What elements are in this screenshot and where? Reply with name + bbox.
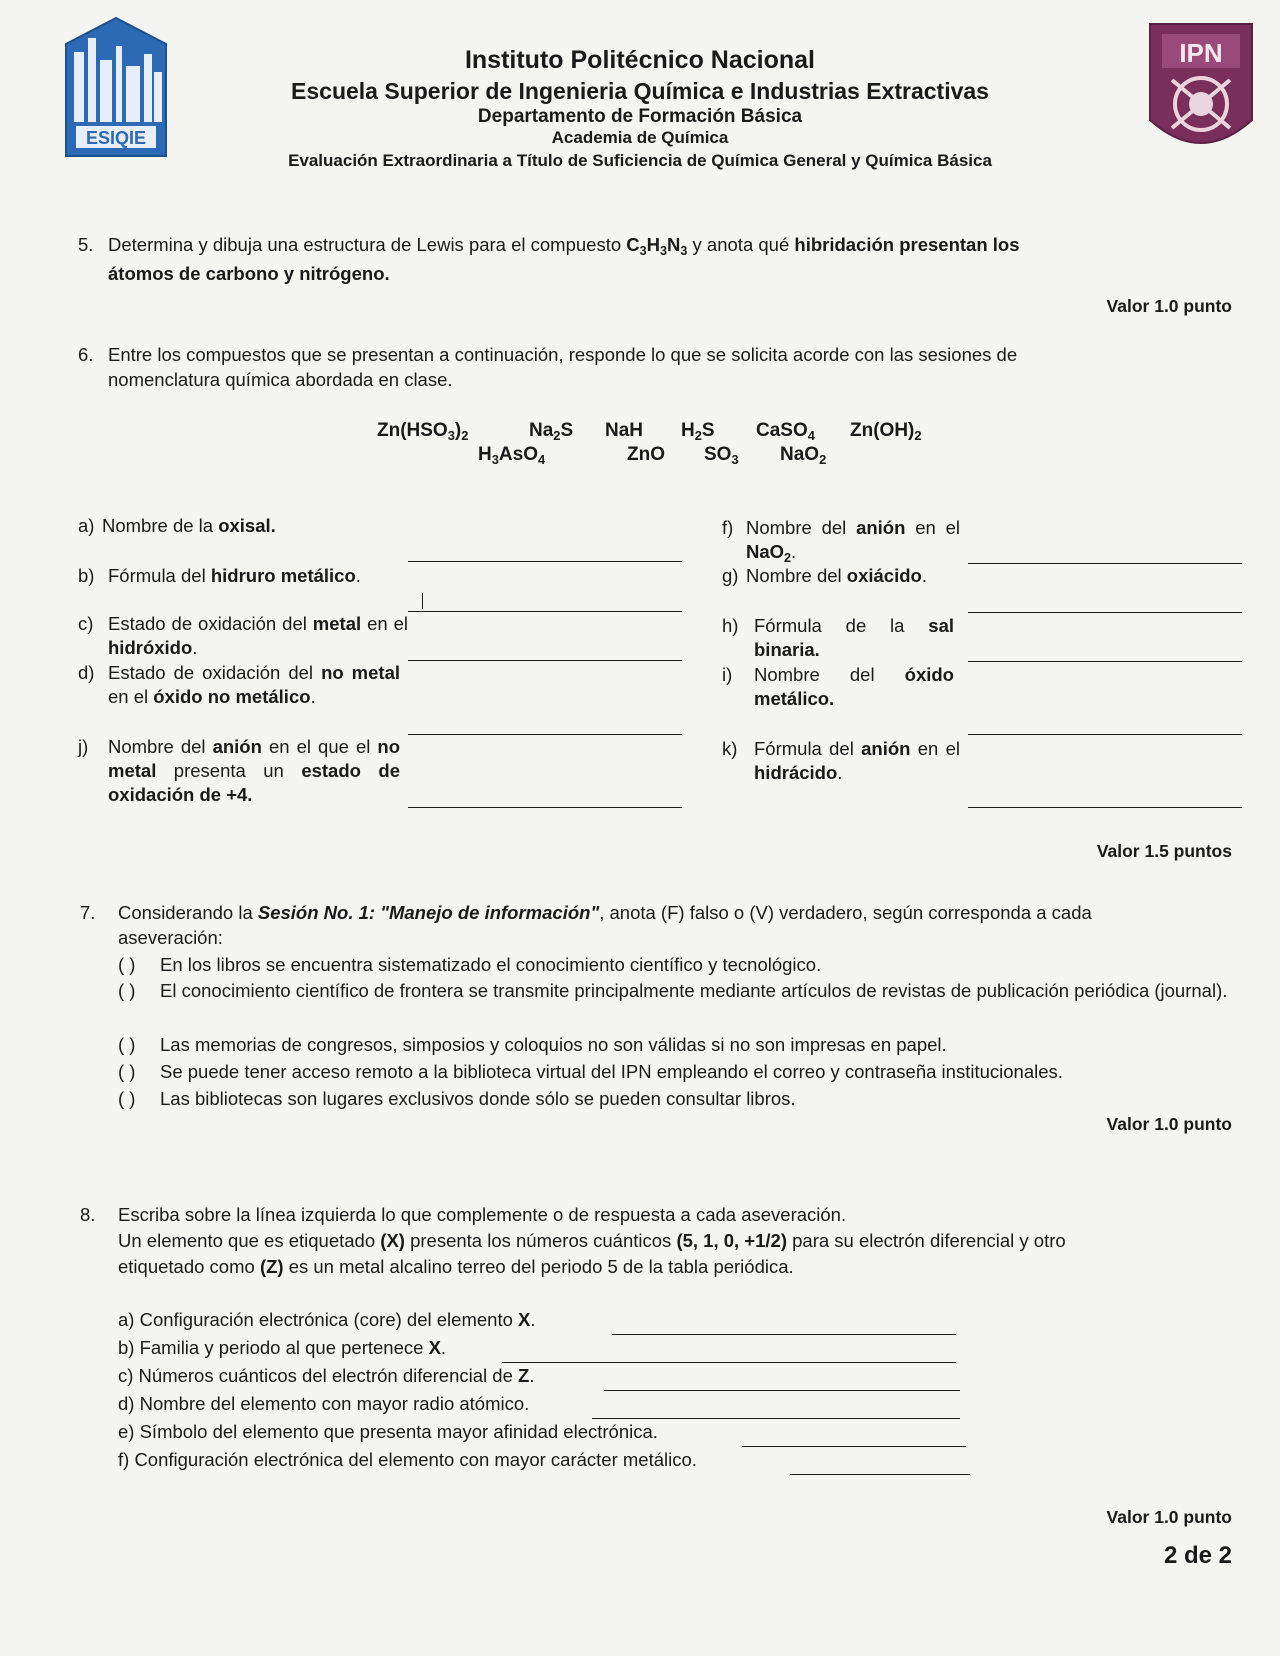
compound-h3aso4: $H_3AsO_4$ — [478, 444, 546, 467]
esiqie-logo — [62, 16, 170, 158]
item-c: c) Estado de oxidación del metal en el hidróxido. — [78, 613, 408, 658]
svg-text:ESIQIE: ESIQIE — [85, 128, 147, 148]
answer-line-g[interactable] — [968, 612, 1242, 613]
tf-statement-3: ( ) Las memorias de congresos, simposios y coloquios no son válidas si no son impresas en papel. — [118, 1032, 1232, 1058]
q8-item-b: b) Familia y periodo al que pertenece X. — [118, 1337, 447, 1358]
item-f: f) Nombre del anión en el NaO$_2$. — [722, 517, 960, 565]
page-number: 2 de 2 — [1163, 1542, 1232, 1569]
item-b: b) Fórmula del hidruro metálico. — [78, 565, 361, 586]
answer-line-c[interactable] — [408, 660, 682, 661]
question-7-number: 7. — [80, 902, 96, 923]
question-6-line-1: Entre los compuestos que se presentan a continuación, responde lo que se solicita acorde con las sesiones de — [108, 344, 1018, 365]
question-5-value: Valor 1.0 punto — [1106, 296, 1232, 316]
question-8-line-2: Un elemento que es etiquetado (X) presenta los números cuánticos (5, 1, 0, +1/2) para su electrón diferencial y otro — [118, 1230, 1066, 1251]
q8-item-a: a) Configuración electrónica (core) del elemento X. — [118, 1309, 536, 1330]
item-a: a) Nombre de la oxisal. — [78, 515, 276, 536]
compound-zn-hso3-2: $Zn(HSO_3)_2$ — [377, 420, 469, 443]
ipn-logo — [1142, 20, 1260, 162]
q8-answer-line-e[interactable] — [742, 1446, 966, 1447]
compound-nao2: NaO$_2$ — [780, 444, 827, 467]
question-5-number: 5. — [78, 234, 94, 255]
q8-answer-line-a[interactable] — [612, 1334, 956, 1335]
q8-answer-line-f[interactable] — [790, 1474, 970, 1475]
compound-na2s: $Na_2S$ — [529, 420, 574, 443]
q8-item-e: e) Símbolo del elemento que presenta mayor afinidad electrónica. — [118, 1421, 658, 1442]
tf-answer-box-1[interactable]: ( ) — [118, 954, 136, 975]
question-8-line-1: Escriba sobre la línea izquierda lo que complemente o de respuesta a cada aseveración. — [118, 1204, 847, 1225]
question-6-line-2: nomenclatura química abordada en clase. — [108, 369, 453, 390]
answer-line-b[interactable] — [408, 611, 682, 612]
question-7-intro-1: Considerando la Sesión No. 1: "Manejo de información", anota (F) falso o (V) verdadero, según corresponda a cada — [118, 902, 1092, 923]
compound-so3: $SO_3$ — [704, 444, 739, 467]
question-8-line-3: etiquetado como (Z) es un metal alcalino terreo del periodo 5 de la tabla periódica. — [118, 1256, 794, 1277]
item-j: j) Nombre del anión en el que el no metal presenta un estado de oxidación de +4. — [78, 736, 400, 805]
item-h: h) Fórmula de la sal binaria. — [722, 615, 954, 660]
item-i: i) Nombre del óxido metálico. — [722, 664, 954, 709]
question-7-intro-2: aseveración: — [118, 927, 223, 948]
item-k: k) Fórmula del anión en el hidrácido. — [722, 738, 960, 783]
answer-line-i[interactable] — [968, 734, 1242, 735]
tf-answer-box-5[interactable]: ( ) — [118, 1088, 136, 1109]
pen-mark — [422, 593, 423, 609]
academy-name: Academia de Química — [551, 128, 729, 147]
answer-line-d[interactable] — [408, 734, 682, 735]
question-6-value: Valor 1.5 puntos — [1096, 841, 1232, 861]
tf-answer-box-4[interactable]: ( ) — [118, 1061, 136, 1082]
compound-caso4: CaSO$_4$ — [756, 420, 815, 443]
compound-nah: NaH — [605, 420, 644, 441]
tf-statement-5: ( ) Las bibliotecas son lugares exclusivos donde sólo se pueden consultar libros. — [118, 1086, 1232, 1112]
tf-statement-4: ( ) Se puede tener acceso remoto a la biblioteca virtual del IPN empleando el correo y contraseña institucionales. — [118, 1059, 1232, 1085]
q8-item-d: d) Nombre del elemento con mayor radio atómico. — [118, 1393, 530, 1414]
compound-h2s: $H_2S$ — [681, 420, 715, 443]
answer-line-j[interactable] — [408, 807, 682, 808]
tf-statement-2: ( ) El conocimiento científico de frontera se transmite principalmente mediante artículos de revistas de publicación periódica (journal). — [118, 978, 1232, 1030]
question-8-number: 8. — [80, 1204, 96, 1225]
institution-name: Instituto Politécnico Nacional — [464, 46, 816, 74]
question-5-line-2: átomos de carbono y nitrógeno. — [108, 263, 390, 284]
item-d: d) Estado de oxidación del no metal en el óxido no metálico. — [78, 662, 400, 707]
q8-answer-line-c[interactable] — [604, 1390, 960, 1391]
tf-answer-box-2[interactable]: ( ) — [118, 980, 136, 1001]
tf-answer-box-3[interactable]: ( ) — [118, 1034, 136, 1055]
item-g: g) Nombre del oxiácido. — [722, 565, 927, 586]
question-7-value: Valor 1.0 punto — [1106, 1114, 1232, 1134]
question-6-number: 6. — [78, 344, 94, 365]
school-name: Escuela Superior de Ingenieria Química e Industrias Extractivas — [291, 78, 989, 104]
answer-line-f[interactable] — [968, 563, 1242, 564]
svg-text:IPN: IPN — [1179, 38, 1223, 68]
q8-answer-line-d[interactable] — [592, 1418, 960, 1419]
tf-statement-1: ( ) En los libros se encuentra sistematizado el conocimiento científico y tecnológico. — [118, 952, 1232, 978]
answer-line-a[interactable] — [408, 561, 682, 562]
q8-answer-line-b[interactable] — [502, 1362, 956, 1363]
q8-item-f: f) Configuración electrónica del elemento con mayor carácter metálico. — [118, 1449, 697, 1470]
question-8-value: Valor 1.0 punto — [1106, 1507, 1232, 1527]
question-5-line-1: Determina y dibuja una estructura de Lewis para el compuesto $C_3H_3N_3$ y anota qué hibridación presentan los — [108, 234, 1020, 258]
q8-item-c: c) Números cuánticos del electrón diferencial de Z. — [118, 1365, 535, 1386]
answer-line-h[interactable] — [968, 661, 1242, 662]
compound-zno: ZnO — [627, 444, 665, 465]
answer-line-k[interactable] — [968, 807, 1242, 808]
exam-title: Evaluación Extraordinaria a Título de Suficiencia de Química General y Química Básica — [288, 151, 992, 170]
compound-zn-oh-2: $Zn(OH)_2$ — [850, 420, 922, 443]
department-name: Departamento de Formación Básica — [477, 106, 803, 127]
